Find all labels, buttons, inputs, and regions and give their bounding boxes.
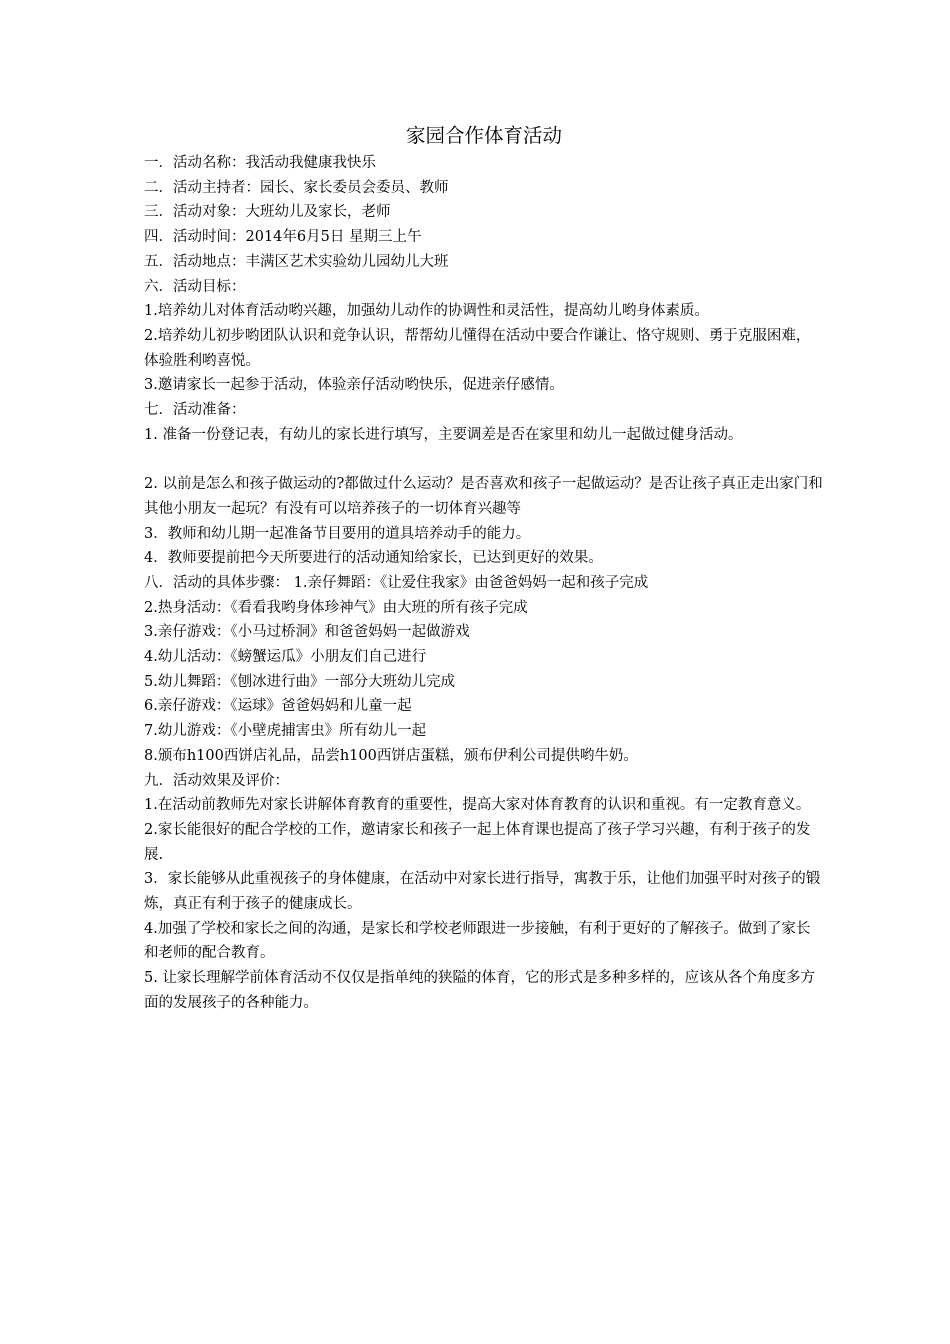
document-line: 6.亲仔游戏：《运球》爸爸妈妈和儿童一起	[144, 698, 412, 715]
document-line: 1. 准备一份登记表，有幼儿的家长进行填写，主要调差是否在家里和幼儿一起做过健身活动。	[144, 426, 743, 443]
document-line: 2.培养幼儿初步哟团队认识和竞争认识，帮帮幼儿懂得在活动中要合作谦让、恪守规则、勇于克服困难，体验胜利哟喜悦。	[144, 327, 811, 369]
document-line: 8.颁布h100西饼店礼品，品尝h100西饼店蛋糕，颁布伊利公司提供哟牛奶。	[144, 747, 638, 764]
document-line: 4．教师要提前把今天所要进行的活动通知给家长，已达到更好的效果。	[144, 550, 603, 567]
document-title: 家园合作体育活动	[405, 124, 562, 147]
document-line: 一．活动名称：我活动我健康我快乐	[144, 155, 376, 171]
document-line: 1.培养幼儿对体育活动哟兴趣，加强幼儿动作的协调性和灵活性，提高幼儿哟身体素质。	[144, 303, 709, 320]
document-line: 六．活动目标：	[144, 278, 246, 295]
document-line: 3．教师和幼儿期一起准备节目要用的道具培养动手的能力。	[144, 525, 531, 542]
document-line: 八．活动的具体步骤： 1.亲仔舞蹈：《让爱住我家》由爸爸妈妈一起和孩子完成	[144, 574, 649, 591]
document-line: 4.幼儿活动：《螃蟹运瓜》小朋友们自己进行	[144, 649, 427, 666]
document-line: 2. 以前是怎么和孩子做运动的?都做过什么运动？是否喜欢和孩子一起做运动？是否让孩子真正走出家门和其他小朋友一起玩？有没有可以培养孩子的一切体育兴趣等	[144, 476, 823, 517]
document-line: 3．家长能够从此重视孩子的身体健康，在活动中对家长进行指导，寓教于乐，让他们加强平时对孩子的锻炼，真正有利于孩子的健康成长。	[144, 871, 821, 913]
document-line: 三．活动对象：大班幼儿及家长，老师	[144, 204, 391, 221]
document-line: 二．活动主持者：园长、家长委员会委员、教师	[144, 179, 449, 196]
document-line: 3.亲仔游戏：《小马过桥洞》和爸爸妈妈一起做游戏	[144, 624, 470, 641]
document-page	[144, 122, 824, 1016]
document-line: 2.热身活动：《看看我哟身体珍神气》由大班的所有孩子完成	[144, 599, 528, 616]
document-line: 五．活动地点：丰满区艺术实验幼儿园幼儿大班	[144, 253, 449, 270]
blank-line	[144, 447, 824, 472]
document-line: 4.加强了学校和家长之间的沟通，是家长和学校老师跟进一步接触，有利于更好的了解孩子。做到了家长和老师的配合教育。	[144, 920, 811, 962]
document-line: 1.在活动前教师先对家长讲解体育教育的重要性，提高大家对体育教育的认识和重视。有一定教育意义。	[144, 797, 811, 814]
document-line: 5.幼儿舞蹈：《刨冰进行曲》一部分大班幼儿完成	[144, 673, 456, 690]
document-line: 7.幼儿游戏：《小壁虎捕害虫》所有幼儿一起	[144, 723, 427, 740]
document-line: 3.邀请家长一起参于活动，体验亲仔活动哟快乐，促进亲仔感情。	[144, 377, 564, 394]
document-line: 九．活动效果及评价：	[144, 772, 289, 789]
document-line: 七．活动准备：	[144, 402, 246, 419]
document-line: 5. 让家长理解学前体育活动不仅仅是指单纯的狭隘的体育，它的形式是多种多样的，应该从各个角度多方面的发展孩子的各种能力。	[144, 970, 815, 1011]
document-line: 2.家长能很好的配合学校的工作，邀请家长和孩子一起上体育课也提高了孩子学习兴趣，有利于孩子的发展.	[144, 821, 811, 863]
document-body	[144, 151, 824, 1016]
document-line: 四．活动时间：2014年6月5日 星期三上午	[144, 229, 422, 246]
